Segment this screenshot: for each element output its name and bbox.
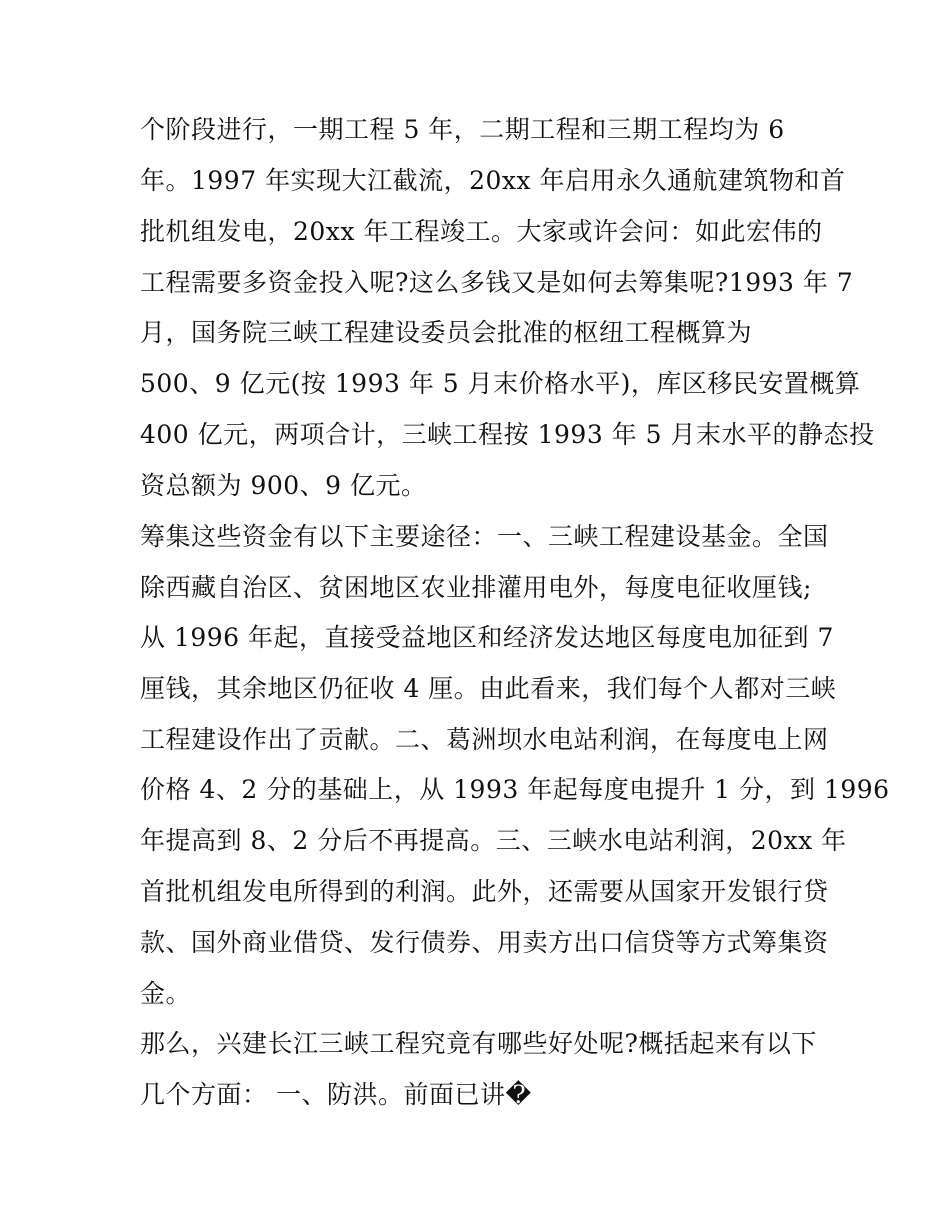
text-line: 工程需要多资金投入呢?这么多钱又是如何去筹集呢?1993 年 7 (140, 268, 854, 297)
text-line: 月，国务院三峡工程建设委员会批准的枢纽工程概算为 (140, 318, 753, 347)
text-line: 工程建设作出了贡献。二、葛洲坝水电站利润，在每度电上网 (140, 725, 829, 754)
text-line: 金。 (140, 979, 192, 1008)
text-line: 除西藏自治区、贫困地区农业排灌用电外，每度电征收厘钱; (140, 573, 812, 602)
text-line: 个阶段进行，一期工程 5 年，二期工程和三期工程均为 6 (140, 115, 785, 144)
text-line: 款、国外商业借贷、发行债券、用卖方出口信贷等方式筹集资 (140, 928, 829, 957)
text-line: 400 亿元，两项合计，三峡工程按 1993 年 5 月末水平的静态投 (140, 420, 875, 449)
text-line: 几个方面： 一、防洪。前面已讲� (140, 1080, 532, 1109)
text-line: 500、9 亿元(按 1993 年 5 月末价格水平)，库区移民安置概算 (140, 369, 861, 398)
text-line: 筹集这些资金有以下主要途径：一、三峡工程建设基金。全国 (140, 522, 829, 551)
text-line: 批机组发电，20xx 年工程竣工。大家或许会问：如此宏伟的 (140, 217, 823, 246)
text-line: 年。1997 年实现大江截流，20xx 年启用永久通航建筑物和首 (140, 166, 846, 195)
text-line: 首批机组发电所得到的利润。此外，还需要从国家开发银行贷 (140, 877, 829, 906)
text-line: 资总额为 900、9 亿元。 (140, 471, 427, 500)
text-line: 价格 4、2 分的基础上，从 1993 年起每度电提升 1 分，到 1996 (140, 775, 890, 804)
text-line: 年提高到 8、2 分后不再提高。三、三峡水电站利润，20xx 年 (140, 826, 847, 855)
text-line: 从 1996 年起，直接受益地区和经济发达地区每度电加征到 7 (140, 623, 834, 652)
text-line: 那么，兴建长江三峡工程究竟有哪些好处呢?概括起来有以下 (140, 1029, 817, 1058)
text-line: 厘钱，其余地区仍征收 4 厘。由此看来，我们每个人都对三峡 (140, 674, 837, 703)
